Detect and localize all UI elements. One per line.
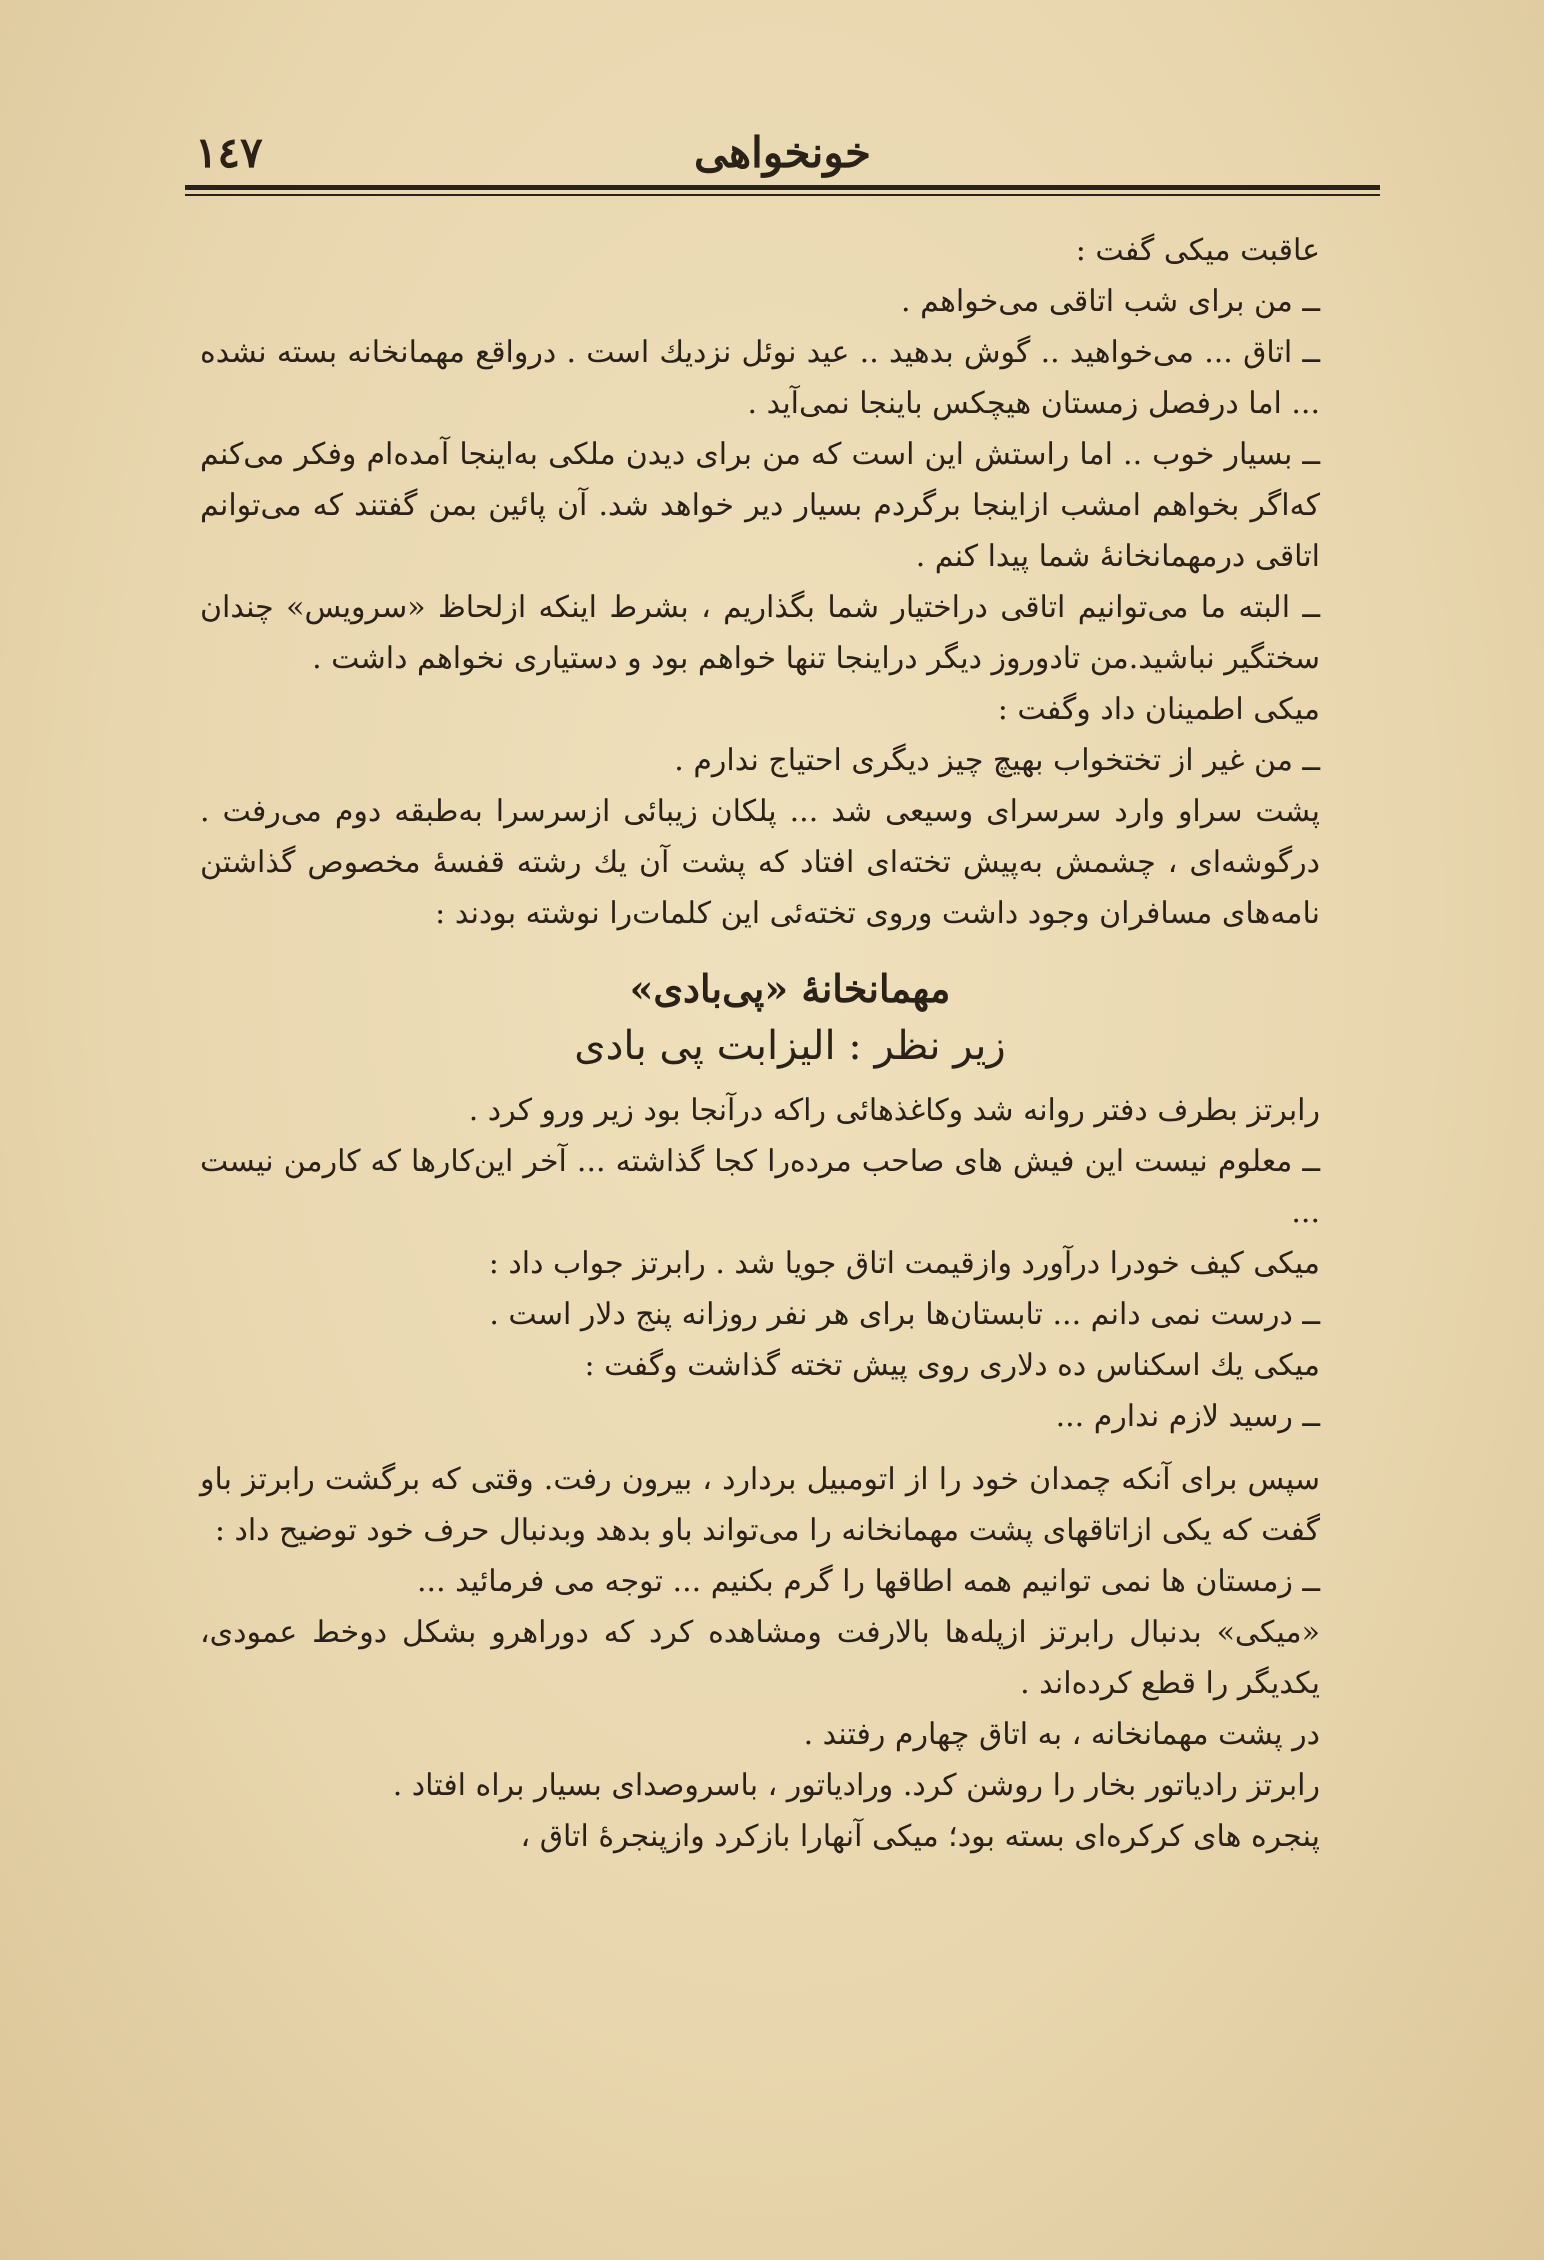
paragraph: میکی یك اسکناس ده دلاری روی پیش تخته گذاشت وگفت : xyxy=(584,1348,1320,1383)
paragraph: ــ البته ما می‌توانیم اتاقی دراختیار شما بگذاریم ، بشرط اینکه ازلحاظ «سرویس» چندان سختگیر نباشید.من تادوروز دیگر دراینجا تنها خواهم بود و دستیاری نخواهم داشت . xyxy=(200,590,1320,676)
paragraph: در پشت مهمانخانه ، به اتاق چهارم رفتند . xyxy=(803,1717,1320,1752)
paragraph: رابرتز رادیاتور بخار را روشن کرد. ورادیاتور ، باسروصدای بسیار براه افتاد . xyxy=(392,1768,1320,1803)
paragraph: میکی اطمینان داد وگفت : xyxy=(997,692,1320,727)
paragraph: میکی کیف خودرا درآورد وازقیمت اتاق جویا شد . رابرتز جواب داد : xyxy=(488,1246,1320,1281)
paragraph: پشت سراو وارد سرسرای وسیعی شد ... پلکان زیبائی ازسرسرا به‌طبقه دوم می‌رفت . درگوشه‌ای ، چشمش به‌پیش تخته‌ای افتاد که پشت آن یك رشته قفسهٔ مخصوص گذاشتن نامه‌های مسافران وجود داشت وروی تخته‌ئی این کلمات‌را نوشته بودند : xyxy=(200,794,1320,931)
paragraph: ــ زمستان ها نمی توانیم همه اطاقها را گرم بکنیم ... توجه می فرمائید ... xyxy=(417,1564,1320,1599)
page-header xyxy=(185,120,1380,190)
paragraph: سپس برای آنکه چمدان خود را از اتومبیل بردارد ، بیرون رفت. وقتی که برگشت رابرتز باو گفت که یکی ازاتاقهای پشت مهمانخانه را می‌تواند باو بدهد وبدنبال حرف خود توضیح داد : xyxy=(200,1462,1320,1548)
page-body xyxy=(200,225,1380,2235)
sign-subtitle: زیر نظر : الیزابت پی بادی xyxy=(574,1023,1006,1069)
paragraph: ــ من غیر از تختخواب بهیچ چیز دیگری احتیاج ندارم . xyxy=(674,743,1320,778)
paragraph: ــ بسیار خوب .. اما راستش این است که من برای دیدن ملکی به‌اینجا آمده‌ام وفکر می‌کنم که‌اگر بخواهم امشب ازاینجا برگردم بسیار دیر خواهد شد. آن پائین بمن گفتند که می‌توانم اتاقی درمهمانخانهٔ شما پیدا کنم . xyxy=(200,437,1320,574)
paragraph: ــ من برای شب اتاقی می‌خواهم . xyxy=(901,284,1320,319)
header-rule-thick xyxy=(185,185,1380,190)
paragraph: رابرتز بطرف دفتر روانه شد وکاغذهائی راکه درآنجا بود زیر ورو کرد . xyxy=(468,1093,1320,1128)
paragraph: عاقبت میکی گفت : xyxy=(1075,233,1320,268)
sign-title: مهمانخانهٔ «پی‌بادی» xyxy=(629,966,951,1011)
header-rule-thin xyxy=(185,194,1380,196)
paragraph: ــ اتاق ... می‌خواهید .. گوش بدهید .. عید نوئل نزدیك است . درواقع مهمانخانه بسته نشده ... اما درفصل زمستان هیچکس باینجا نمی‌آید . xyxy=(200,335,1320,421)
page-number: ۱٤۷ xyxy=(195,128,263,177)
paragraph: «میکی» بدنبال رابرتز ازپله‌ها بالارفت ومشاهده کرد که دوراهرو بشکل دوخط عمودی، یکدیگر را قطع کرده‌اند . xyxy=(200,1615,1320,1701)
chapter-title: خونخواهی xyxy=(694,128,871,177)
paragraph: ــ معلوم نیست این فیش های صاحب مرده‌را کجا گذاشته ... آخر این‌کارها که کارمن نیست ... xyxy=(200,1144,1320,1230)
paragraph: ــ رسید لازم ندارم ... xyxy=(1055,1399,1320,1434)
spacer xyxy=(200,1442,1380,1454)
paragraph: ــ درست نمی دانم ... تابستان‌ها برای هر نفر روزانه پنج دلار است . xyxy=(489,1297,1320,1332)
paragraph: پنجره های کرکره‌ای بسته بود؛ میکی آنهارا بازکرد وازپنجرهٔ اتاق ، xyxy=(520,1819,1320,1854)
